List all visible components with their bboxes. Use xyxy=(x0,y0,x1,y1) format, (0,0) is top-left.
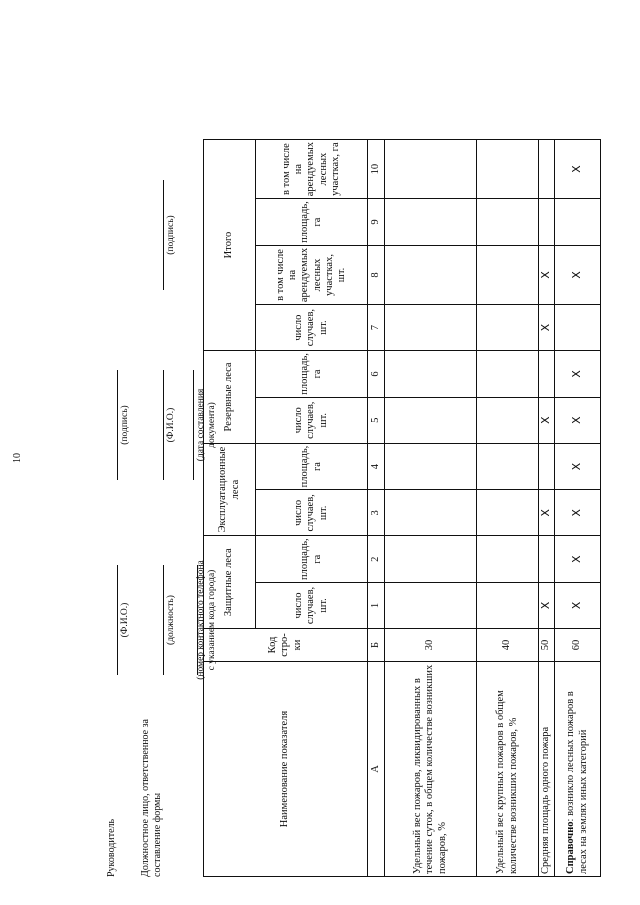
data-cell xyxy=(477,351,539,398)
header-sub-area: площадь, га xyxy=(256,536,368,583)
data-cell: X xyxy=(539,305,555,351)
data-cell xyxy=(477,305,539,351)
data-cell xyxy=(477,199,539,246)
column-index: 3 xyxy=(368,490,385,536)
column-index: 2 xyxy=(368,536,385,583)
header-sub-cases: число случаев, шт. xyxy=(256,397,368,443)
signature-hint-2: (подпись) xyxy=(166,215,176,255)
header-sub-cases: число случаев, шт. xyxy=(256,583,368,629)
signature-line xyxy=(117,370,118,480)
phone-hint: (номер контактного телефона с указанием кода города) xyxy=(196,560,217,680)
data-cell xyxy=(539,139,555,198)
column-index: 5 xyxy=(368,397,385,443)
column-index: 10 xyxy=(368,139,385,198)
data-cell xyxy=(385,351,477,398)
fio-line xyxy=(117,565,118,675)
data-cell xyxy=(555,199,601,246)
column-index-row xyxy=(368,139,385,876)
data-cell: X xyxy=(555,583,601,629)
header-sub-cases: число случаев, шт. xyxy=(256,305,368,351)
data-cell xyxy=(539,536,555,583)
signature-line-2 xyxy=(163,180,164,290)
position-hint: (должность) xyxy=(166,595,176,645)
signature-hint: (подпись) xyxy=(120,405,130,445)
header-sub-area: площадь, га xyxy=(256,443,368,490)
data-cell: X xyxy=(539,583,555,629)
data-cell xyxy=(539,199,555,246)
header-group-reserve: Резервные леса xyxy=(204,351,256,444)
data-cell: X xyxy=(539,490,555,536)
row-label: Удельный вес пожаров, ликвидированных в течение суток, в общем количестве возникших пожаров, % xyxy=(385,662,477,877)
row-code: 40 xyxy=(477,629,539,662)
table-row xyxy=(385,139,477,876)
data-cell xyxy=(477,536,539,583)
header-sub-leased-area: в том числе на арендуемых лесных участках, га xyxy=(256,139,368,198)
row-label-bold: Справочно xyxy=(565,821,577,874)
fio-hint: (Ф.И.О.) xyxy=(120,602,130,638)
row-code: 30 xyxy=(385,629,477,662)
header-sub-leased: в том числе на арендуемых лесных участках, шт. xyxy=(256,245,368,304)
data-cell xyxy=(385,443,477,490)
fio-line-2 xyxy=(163,370,164,480)
date-hint: (дата составления документа) xyxy=(196,388,217,462)
header-group-protective: Защитные леса xyxy=(204,536,256,629)
column-index: 4 xyxy=(368,443,385,490)
row-label xyxy=(555,662,601,877)
report-table xyxy=(203,139,601,877)
page-number: 10 xyxy=(12,453,23,463)
data-cell xyxy=(385,139,477,198)
header-group-total: Итого xyxy=(204,139,256,350)
row-label-text: : возникло лесных пожаров в лесах на землях иных категорий xyxy=(565,691,589,874)
fio-hint-2: (Ф.И.О.) xyxy=(166,407,176,443)
header-row-groups xyxy=(204,139,256,876)
data-cell: X xyxy=(555,536,601,583)
data-cell xyxy=(385,536,477,583)
data-cell: X xyxy=(555,443,601,490)
data-cell xyxy=(477,583,539,629)
data-cell xyxy=(385,305,477,351)
table-row xyxy=(539,139,555,876)
data-cell: X xyxy=(555,245,601,304)
header-sub-area: площадь, га xyxy=(256,199,368,246)
data-cell xyxy=(539,351,555,398)
header-sub-area: площадь, га xyxy=(256,351,368,398)
row-label: Средняя площадь одного пожара xyxy=(539,662,555,877)
column-index: Б xyxy=(368,629,385,662)
head-label: Руководитель xyxy=(106,818,117,877)
data-cell xyxy=(385,245,477,304)
data-cell: X xyxy=(555,351,601,398)
data-cell xyxy=(385,583,477,629)
data-cell: X xyxy=(539,397,555,443)
header-sub-cases: число случаев, шт. xyxy=(256,490,368,536)
column-index: 9 xyxy=(368,199,385,246)
table-row xyxy=(555,139,601,876)
table-row xyxy=(477,139,539,876)
data-cell xyxy=(477,245,539,304)
data-cell xyxy=(539,443,555,490)
column-index: 6 xyxy=(368,351,385,398)
header-code: Код стро-ки xyxy=(204,629,368,662)
data-cell: X xyxy=(555,139,601,198)
data-cell xyxy=(477,397,539,443)
data-cell xyxy=(385,397,477,443)
row-code: 50 xyxy=(539,629,555,662)
data-cell: X xyxy=(539,245,555,304)
column-index: А xyxy=(368,662,385,877)
column-index: 1 xyxy=(368,583,385,629)
data-cell: X xyxy=(555,490,601,536)
responsible-label: Должностное лицо, ответственное за составление формы xyxy=(140,719,163,877)
data-cell xyxy=(555,305,601,351)
row-code: 60 xyxy=(555,629,601,662)
header-name: Наименование показателя xyxy=(204,662,368,877)
data-cell xyxy=(477,139,539,198)
data-cell xyxy=(385,199,477,246)
column-index: 8 xyxy=(368,245,385,304)
data-cell xyxy=(477,443,539,490)
row-label: Удельный вес крупных пожаров в общем количестве возникших пожаров, % xyxy=(477,662,539,877)
header-group-exploitation: Эксплуатационные леса xyxy=(204,443,256,536)
column-index: 7 xyxy=(368,305,385,351)
date-line xyxy=(193,370,194,480)
position-line xyxy=(163,565,164,675)
data-cell: X xyxy=(555,397,601,443)
data-cell xyxy=(385,490,477,536)
data-cell xyxy=(477,490,539,536)
